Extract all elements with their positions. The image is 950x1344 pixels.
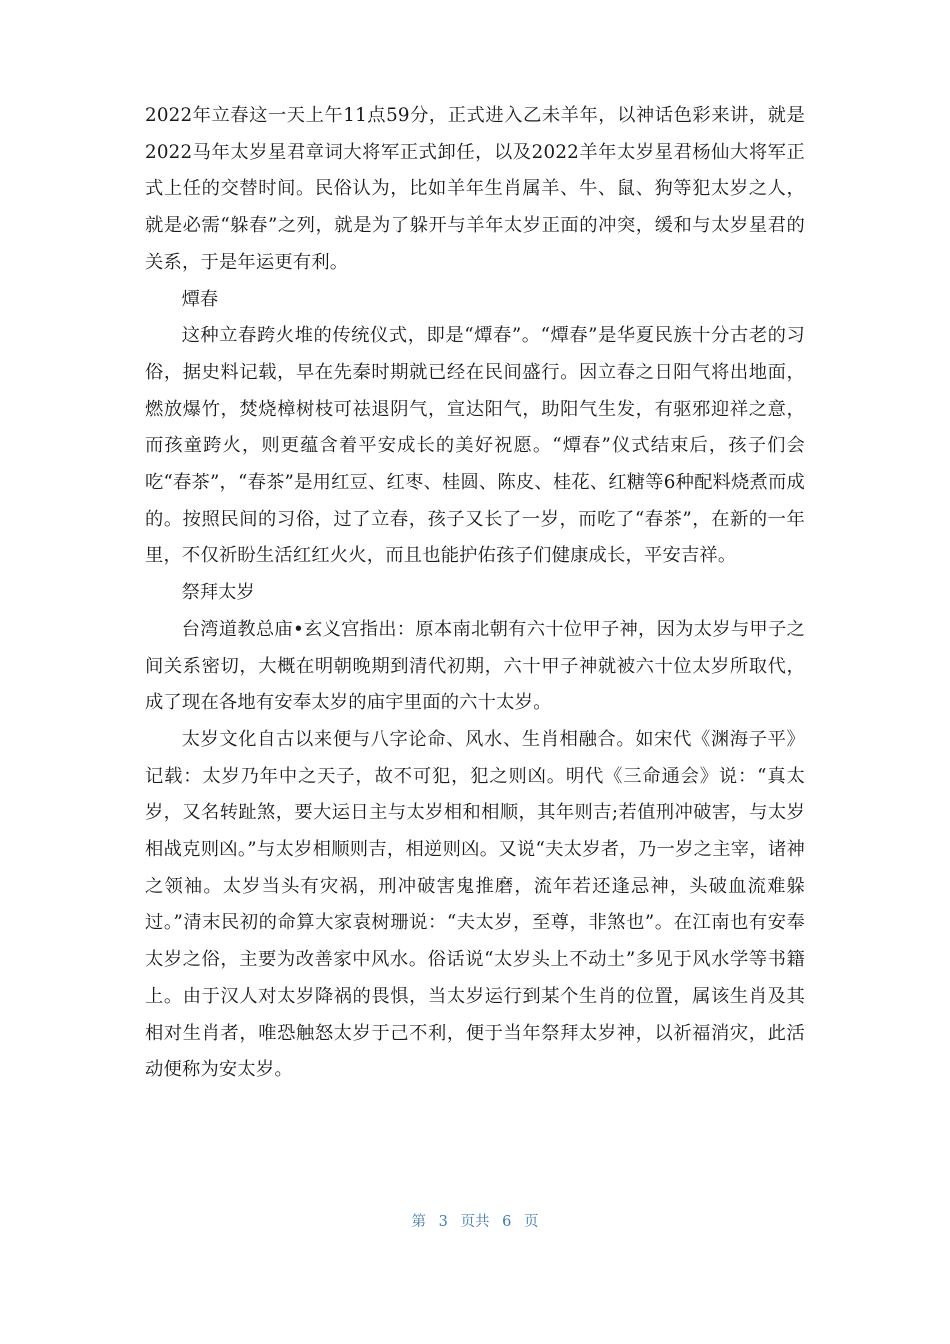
paragraph-taisui-culture: 太岁文化自古以来便与八字论命、风水、生肖相融合。如宋代《渊海子平》记载：太岁乃年中之天子，故不可犯，犯之则凶。明代《三命通会》说：“真太岁，又名转趾煞，要大运日主与太岁相和相顺，其年则吉;若值刑冲破害，与太岁相战克则凶。”与太岁相顺则吉，相逆则凶。又说“夫太岁者，乃一岁之主宰，诸神之领袖。太岁当头有灾祸，刑冲破害鬼推磨，流年若还逢忌神，头破血流难躲过。”清末民初的命算大家袁树珊说：“夫太岁，至尊，非煞也”。在江南也有安奉太岁之俗，主要为改善家中风水。俗话说“太岁头上不动土”多见于风水学等书籍上。由于汉人对太岁降祸的畏惧，当太岁运行到某个生肖的位置，属该生肖及其相对生肖者，唯恐触怒太岁于己不利，便于当年祭拜太岁神，以祈福消灾，此活动便称为安太岁。 — [145, 728, 805, 1081]
footer-page-number: 3 — [438, 1214, 448, 1230]
footer-middle: 页共 — [460, 1214, 490, 1230]
paragraph-tanchun: 这种立春跨火堆的传统仪式，即是“燂春”。“燂春”是华夏民族十分古老的习俗，据史料记载，早在先秦时期就已经在民间盛行。因立春之日阳气将出地面，燃放爆竹，焚烧樟树枝可祛退阴气，宣达阳气，助阳气生发，有驱邪迎祥之意，而孩童跨火，则更蕴含着平安成长的美好祝愿。“燂春”仪式结束后，孩子们会吃“春茶”，“春茶”是用红豆、红枣、桂圆、陈皮、桂花、红糖等6种配料烧煮而成的。按照民间的习俗，过了立春，孩子又长了一岁，而吃了“春茶”，在新的一年里，不仅祈盼生活红红火火，而且也能护佑孩子们健康成长，平安吉祥。 — [145, 325, 805, 567]
paragraph-xuanyi-temple: 台湾道教总庙•玄义宫指出：原本南北朝有六十位甲子神，因为太岁与甲子之间关系密切，大概在明朝晚期到清代初期，六十甲子神就被六十位太岁所取代，成了现在各地有安奉太岁的庙宇里面的六十太岁。 — [145, 618, 805, 714]
footer-total-pages: 6 — [502, 1214, 512, 1230]
document-body — [145, 98, 805, 1089]
section-heading-tanchun: 燂春 — [181, 288, 219, 310]
section-heading-jibai-taisui: 祭拜太岁 — [181, 582, 255, 604]
footer-prefix: 第 — [411, 1214, 427, 1230]
page-footer — [0, 1210, 950, 1231]
paragraph-intro: 2022年立春这一天上午11点59分，正式进入乙未羊年，以神话色彩来讲，就是2022马年太岁星君章词大将军正式卸任，以及2022羊年太岁星君杨仙大将军正式上任的交替时间。民俗认为，比如羊年生肖属羊、牛、鼠、狗等犯太岁之人，就是必需“躲春”之列，就是为了躲开与羊年太岁正面的冲突，缓和与太岁星君的关系，于是年运更有利。 — [145, 105, 805, 273]
footer-suffix: 页 — [523, 1214, 539, 1230]
